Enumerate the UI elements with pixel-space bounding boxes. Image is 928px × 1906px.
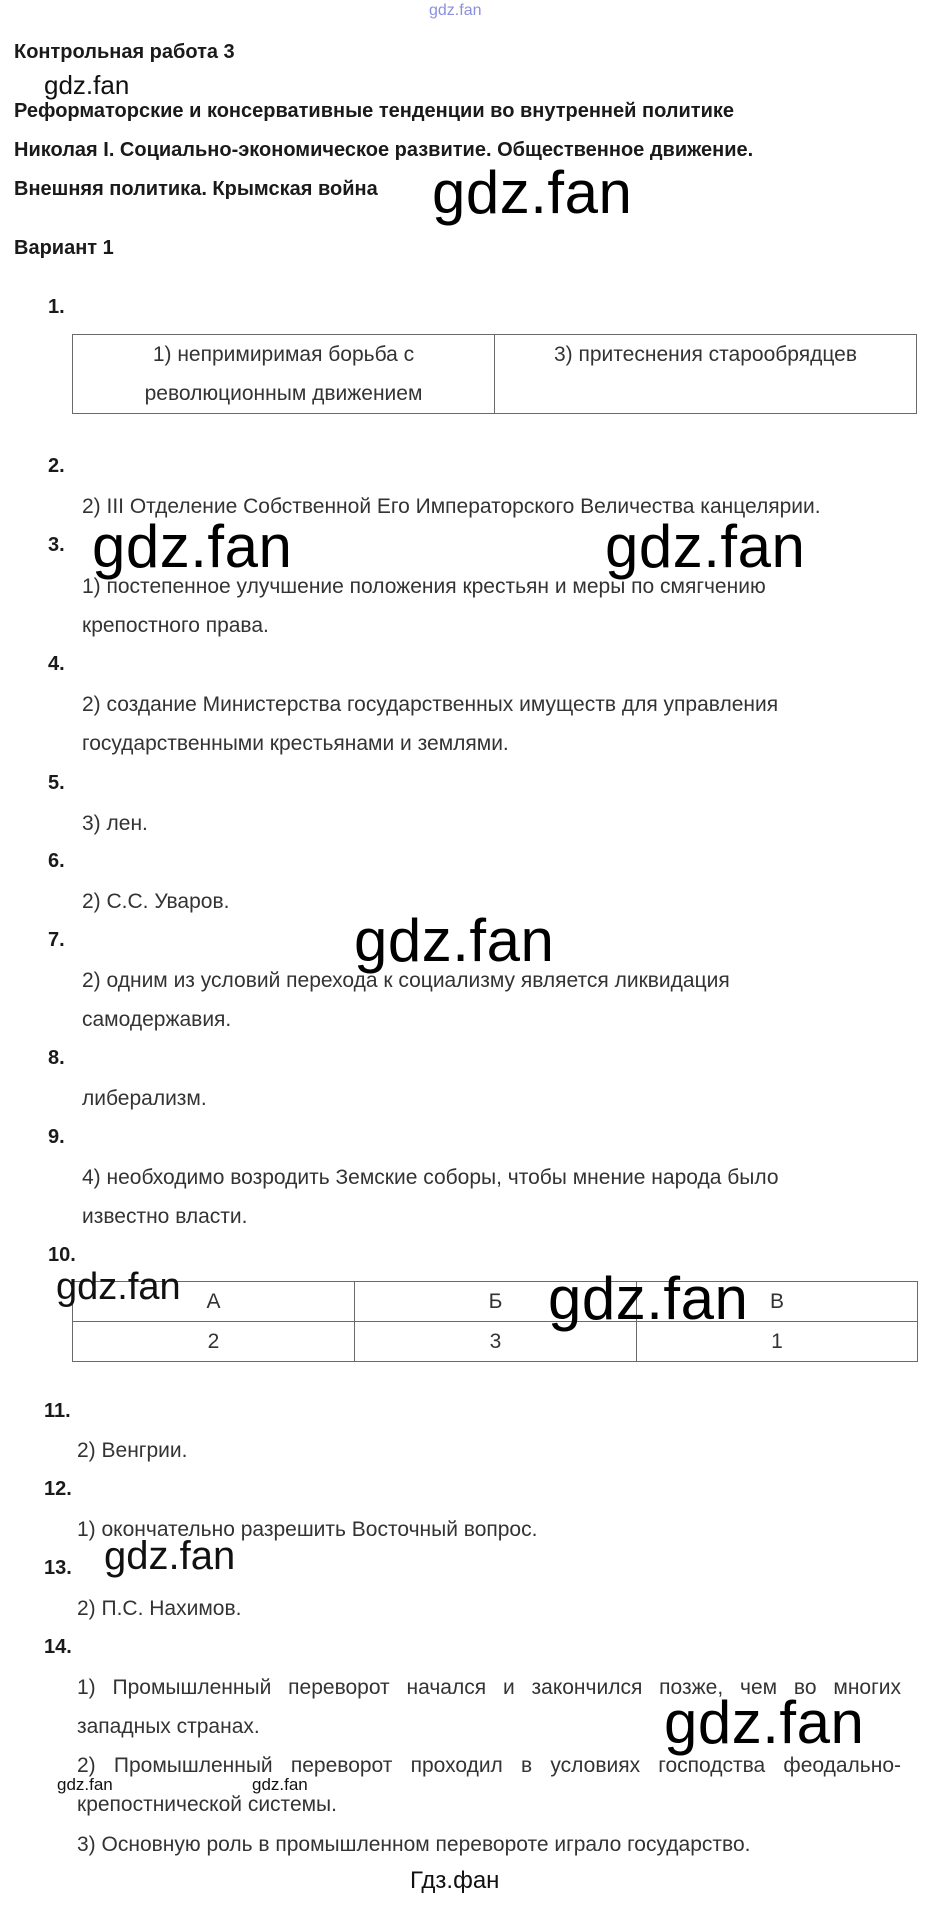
question-number: 3.	[48, 534, 65, 556]
watermark-header-small: gdz.fan	[44, 70, 130, 100]
question-number: 6.	[48, 850, 65, 872]
watermark: gdz.fan	[56, 1266, 181, 1308]
question-number: 7.	[48, 929, 65, 951]
question-number: 14.	[44, 1636, 72, 1658]
watermark: gdz.fan	[104, 1534, 236, 1578]
table-cell: 3) притеснения старообрядцев	[495, 335, 917, 414]
question-number: 4.	[48, 653, 65, 675]
question-number: 11.	[44, 1400, 71, 1422]
watermark-small: gdz.fan	[252, 1775, 308, 1794]
table-header-cell: Б	[355, 1282, 637, 1322]
question-number: 10.	[48, 1244, 76, 1266]
watermark: gdz.fan	[605, 513, 806, 580]
watermark-top: gdz.fan	[429, 2, 482, 19]
answer-text: 3) лен.	[82, 812, 148, 835]
topic-line-2: Николая I. Социально-экономическое развитие. Общественное движение.	[14, 139, 754, 161]
answer-text: 2) создание Министерства государственных имуществ для управления государственными крестьянами и землями.	[82, 693, 779, 755]
answer-text: 2) III Отделение Собственной Его Императорского Величества канцелярии.	[82, 495, 821, 518]
question-number: 5.	[48, 772, 65, 794]
question-number: 9.	[48, 1126, 65, 1148]
answer-text: 3) Основную роль в промышленном перевороте играло государство.	[77, 1833, 751, 1856]
footer-watermark: Гдз.фан	[410, 1867, 500, 1894]
question-number: 8.	[48, 1047, 65, 1069]
answer-text: 2) Венгрии.	[77, 1439, 188, 1462]
variant-label: Вариант 1	[14, 237, 114, 259]
topic-line-3: Внешняя политика. Крымская война	[14, 178, 378, 200]
table-header-cell: В	[637, 1282, 918, 1322]
answer-text: 2) С.С. Уваров.	[82, 890, 230, 913]
answer-table-10	[72, 1281, 918, 1362]
question-number: 12.	[44, 1478, 72, 1500]
answer-text: 2) П.С. Нахимов.	[77, 1597, 242, 1620]
answer-text: 2) одним из условий перехода к социализму является ликвидация самодержавия.	[82, 969, 730, 1031]
answer-text: 1) Промышленный переворот начался и закончился позже, чем во многих западных странах.	[77, 1676, 901, 1738]
answer-text: 1) окончательно разрешить Восточный вопрос.	[77, 1518, 538, 1541]
watermark: gdz.fan	[354, 907, 555, 974]
answer-text: 4) необходимо возродить Земские соборы, чтобы мнение народа было известно власти.	[82, 1166, 779, 1228]
watermark: gdz.fan	[92, 513, 293, 580]
topic-line-1: Реформаторские и консервативные тенденции во внутренней политике	[14, 100, 735, 122]
watermark: gdz.fan	[664, 1689, 865, 1756]
watermark-small: gdz.fan	[57, 1775, 113, 1794]
answer-text: 1) постепенное улучшение положения крестьян и меры по смягчению крепостного права.	[82, 575, 766, 637]
table-header-cell: А	[73, 1282, 355, 1322]
table-cell: 3	[355, 1322, 637, 1362]
answer-text: 2) Промышленный переворот проходил в условиях господства феодально-крепостнической системы.	[77, 1754, 901, 1816]
question-number: 1.	[48, 296, 65, 318]
answer-text: либерализм.	[82, 1087, 207, 1110]
answer-table-1	[72, 334, 917, 414]
watermark: gdz.fan	[432, 159, 633, 226]
watermark: gdz.fan	[548, 1265, 749, 1332]
question-number: 13.	[44, 1557, 72, 1579]
work-title: Контрольная работа 3	[14, 41, 235, 63]
table-cell: 1) непримиримая борьба с революционным движением	[73, 335, 495, 414]
table-cell: 2	[73, 1322, 355, 1362]
question-number: 2.	[48, 455, 65, 477]
table-cell: 1	[637, 1322, 918, 1362]
